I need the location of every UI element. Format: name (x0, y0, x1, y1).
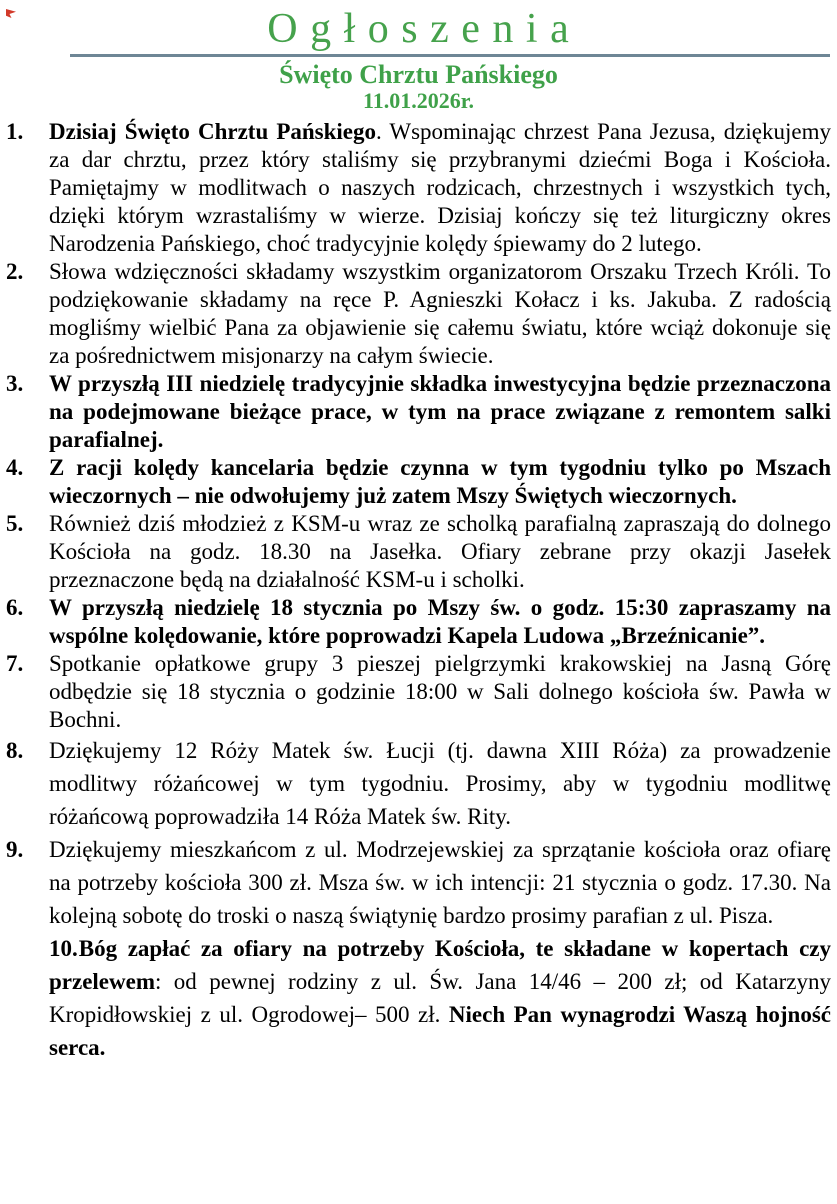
announcement-item (6, 650, 831, 734)
item-text-segment: Dziękujemy 12 Róży Matek św. Łucji (tj. dawna XIII Róża) za prowadzenie modlitwy różańcowej w tym tygodniu. Prosimy, aby w tygodniu modlitwę różańcową poprowadziła 14 Róża Matek św. Rity. (49, 737, 831, 829)
item-text-segment: W przyszłą niedzielę 18 stycznia po Mszy św. o godz. 15:30 zapraszamy na wspólne kolędowanie, które poprowadzi Kapela Ludowa „Brzeźnicanie”. (49, 594, 831, 648)
feast-subtitle: Święto Chrztu Pańskiego (279, 60, 558, 90)
announcement-item (6, 734, 831, 833)
item-number: 1. (6, 118, 24, 144)
item-number: 2. (6, 258, 24, 284)
item-number: 8. (6, 737, 24, 763)
announcement-item (6, 594, 831, 650)
feast-date: 11.01.2026r. (362, 88, 475, 114)
announcement-item (6, 454, 831, 510)
announcement-item (6, 833, 831, 932)
announcement-item (6, 510, 831, 594)
title-divider (70, 54, 830, 57)
announcements-list (6, 118, 831, 1064)
item-text-segment: Z racji kolędy kancelaria będzie czynna w tym tygodniu tylko po Mszach wieczornych – nie odwołujemy już zatem Mszy Świętych wieczornych. (49, 454, 831, 508)
announcements-page (0, 6, 837, 1204)
item-number: 10. (49, 935, 78, 961)
item-number: 4. (6, 454, 24, 480)
item-number: 9. (6, 836, 24, 862)
page-title: O g ł o s z e n i a (267, 6, 570, 52)
item-text-segment: : od pewnej rodziny z ul. Św. Jana 14/46 – 200 zł; od Katarzyny Kropidłowskiej z ul. Ogrodowej– 500 zł. (49, 968, 831, 1027)
item-text-segment: Również dziś młodzież z KSM-u wraz ze scholką parafialną zapraszają do dolnego Kościoła na godz. 18.30 na Jasełka. Ofiary zebrane przy okazji Jasełek przeznaczone będą na działalność KSM-u i scholki. (49, 510, 831, 592)
item-number: 5. (6, 510, 24, 536)
item-number: 6. (6, 594, 24, 620)
item-text-segment: Dzisiaj Święto Chrztu Pańskiego (49, 118, 376, 144)
item-text-segment: . Wspominając chrzest Pana Jezusa, dziękujemy za dar chrztu, przez który staliśmy się przybranymi dziećmi Boga i Kościoła. Pamiętajmy w modlitwach o naszych rodzicach, chrzestnych i wszystkich tych, dzięki którym wzrastaliśmy w wierze. Dzisiaj kończy się też liturgiczny okres Narodzenia Pańskiego, choć tradycyjnie kolędy śpiewamy do 2 lutego. (49, 118, 831, 256)
item-text-segment: W przyszłą III niedzielę tradycyjnie składka inwestycyjna będzie przeznaczona na podejmowane bieżące prace, w tym na prace związane z remontem salki parafialnej. (49, 370, 831, 452)
announcement-item (6, 932, 831, 1064)
item-text-segment: Niech Pan wynagrodzi Waszą hojność serca. (49, 1001, 831, 1060)
announcement-item (6, 118, 831, 258)
announcement-item (6, 370, 831, 454)
item-text-segment: Dziękujemy mieszkańcom z ul. Modrzejewskiej za sprzątanie kościoła oraz ofiarę na potrzeby kościoła 300 zł. Msza św. w ich intencji: 21 stycznia o godz. 17.30. Na kolejną sobotę do troski o naszą świątynię bardzo prosimy parafian z ul. Pisza. (49, 836, 831, 928)
item-text-segment: Spotkanie opłatkowe grupy 3 pieszej pielgrzymki krakowskiej na Jasną Górę odbędzie się 18 stycznia o godzinie 18:00 w Sali dolnego kościoła św. Pawła w Bochni. (49, 650, 831, 732)
item-text-segment: Bóg zapłać za ofiary na potrzeby Kościoła, te składane w kopertach czy przelewem (49, 935, 831, 994)
item-text-segment: Słowa wdzięczności składamy wszystkim organizatorom Orszaku Trzech Króli. To podziękowanie składamy na ręce P. Agnieszki Kołacz i ks. Jakuba. Z radością mogliśmy wielbić Pana za objawienie się całemu światu, które wciąż dokonuje się za pośrednictwem misjonarzy na całym świecie. (49, 258, 831, 368)
announcement-item (6, 258, 831, 370)
item-number: 7. (6, 650, 24, 676)
item-number: 3. (6, 370, 24, 396)
